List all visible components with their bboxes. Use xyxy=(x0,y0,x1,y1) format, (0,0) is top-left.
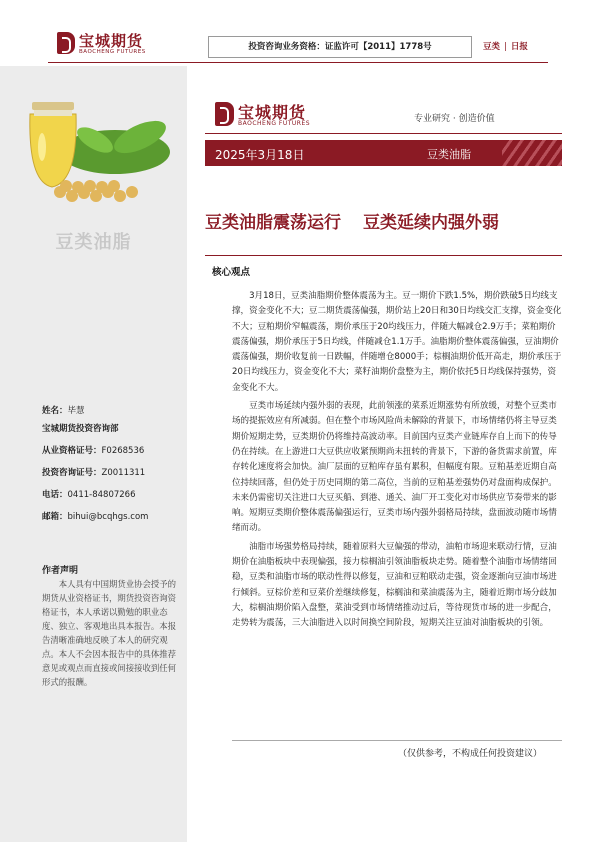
banner-logo-text: 宝城期货 xyxy=(238,103,307,122)
title-part-1: 豆类油脂震荡运行 xyxy=(205,213,341,233)
report-body xyxy=(232,289,562,635)
disclaimer-text: 本人具有中国期货业协会授予的期货从业资格证书，期货投资咨询资格证书，本人承诺以勤勉的职业态度、独立、客观地出具本报告。本报告清晰准确地反映了本人的研究观点。本人不会因本报告中的具体推荐意见或观点而直接或间接接收到任何形式的报酬。 xyxy=(42,579,177,687)
contact-dept: 宝城期货投资咨询部 xyxy=(42,424,119,434)
contact-advisor-license: 投资咨询证号：Z0011311 xyxy=(42,468,146,478)
logo-subtext: BAOCHENG FUTURES xyxy=(79,49,146,55)
title-part-2: 豆类延续内强外弱 xyxy=(363,213,499,233)
logo-mark-icon xyxy=(57,32,75,54)
contact-name: 姓名：毕慧 xyxy=(42,406,85,416)
page-header xyxy=(0,0,595,66)
banner-rule xyxy=(205,133,562,134)
section-title: 核心观点 xyxy=(212,267,251,278)
paragraph: 油脂市场强势格局持续，随着原料大豆偏强的带动，油粕市场迎来联动行情，豆油期价在油脂板块中表现偏强，接力棕榈油引领油脂板块走势。随着整个油脂市场情绪回稳，豆类和油脂市场的联动性得以修复，豆油和豆粕联动走强，资金逐渐向豆油市场进行倾斜。豆棕价差和豆菜价差继续修复，棕榈油和菜油震荡为主，随着近期市场分歧加大，棕榈油期价陷入盘整，菜油受到市场情绪推动过后，等待现货市场的进一步配合，走势转为震荡，三大油脂进入以时间换空间阶段，短期关注豆油对油脂板块的引领。 xyxy=(232,541,557,629)
paragraph: 豆类市场延续内强外弱的表现，此前领涨的菜系近期涨势有所放缓，对整个豆类市场的提振效应有所减弱。但在整个市场风险尚未解除的背景下，市场情绪仍将主导豆类期价短期走势，豆类期价仍将维持高波动率。目前国内豆类产业链库存自上而下的传导仍在持续。在上游进口大豆供应收紧预期尚未扭转的背景下，下游的备货需求前置，库存转化速度将会加快。油厂层面的豆粕库存虽有累积，但幅度有限。豆粕基差近期自高位持续回落，但仍处于历史同期的第二高位，当前的豆粕基差强势仍对盘面构成保护。未来仍需密切关注进口大豆买船、到港、通关、油厂开工变化对市场供应节奏带来的影响。短期豆类期价整体震荡偏强运行，豆类市场内强外弱格局持续，盘面波动随市场情绪而动。 xyxy=(232,401,557,534)
logo-text: 宝城期货 xyxy=(79,32,144,50)
qualification-box: 投资咨询业务资格：证监许可【2011】1778号 xyxy=(208,36,472,58)
title-rule xyxy=(205,255,562,256)
contact-email[interactable]: 邮箱：bihui@bcqhgs.com xyxy=(42,512,149,522)
footnote: （仅供参考，不构成任何投资建议） xyxy=(398,749,543,759)
header-logo xyxy=(57,30,157,60)
report-tag: 豆类油脂 xyxy=(427,148,471,161)
report-title xyxy=(205,208,585,233)
logo-mark-icon xyxy=(215,102,234,126)
stripe-decoration xyxy=(502,140,562,166)
soybean-oil-image xyxy=(20,92,180,207)
paragraph: 3月18日，豆类油脂期价整体震荡为主。豆一期价下跌1.5%，期价跌破5日均线支撑，资金变化不大；豆二期货震荡偏强，期价站上20日和30日均线交汇支撑，资金变化不大；豆粕期价窄幅震荡，期价承压于20均线压力，伴随大幅减仓2.9万手；菜粕期价震荡偏强，期价承压于5日均线，伴随减仓1.1万手。油脂期价整体震荡偏强，豆油期价震荡偏强，期价收复前一日跌幅，伴随增仓8000手；棕榈油期价低开高走，期价承压于20日均线压力，资金变化不大；菜籽油期价盘整为主，期价依托5日均线保持强势，资金变化不大。 xyxy=(232,291,562,393)
disclaimer-title: 作者声明 xyxy=(42,566,79,576)
report-type xyxy=(483,40,528,52)
divider: | xyxy=(504,42,507,52)
report-type-label: 日报 xyxy=(510,42,528,52)
header-rule xyxy=(48,62,548,63)
banner-logo xyxy=(215,100,325,130)
slogan: 专业研究 · 创造价值 xyxy=(414,114,495,124)
footer-rule xyxy=(232,740,562,741)
category-label: 豆类 xyxy=(483,42,501,52)
sidebar-category: 豆类油脂 xyxy=(55,232,132,253)
banner-logo-subtext: BAOCHENG FUTURES xyxy=(238,120,311,127)
report-date: 2025年3月18日 xyxy=(215,148,305,162)
date-bar xyxy=(205,140,562,166)
contact-phone: 电话：0411-84807266 xyxy=(42,490,136,500)
contact-license: 从业资格证号：F0268536 xyxy=(42,446,145,456)
